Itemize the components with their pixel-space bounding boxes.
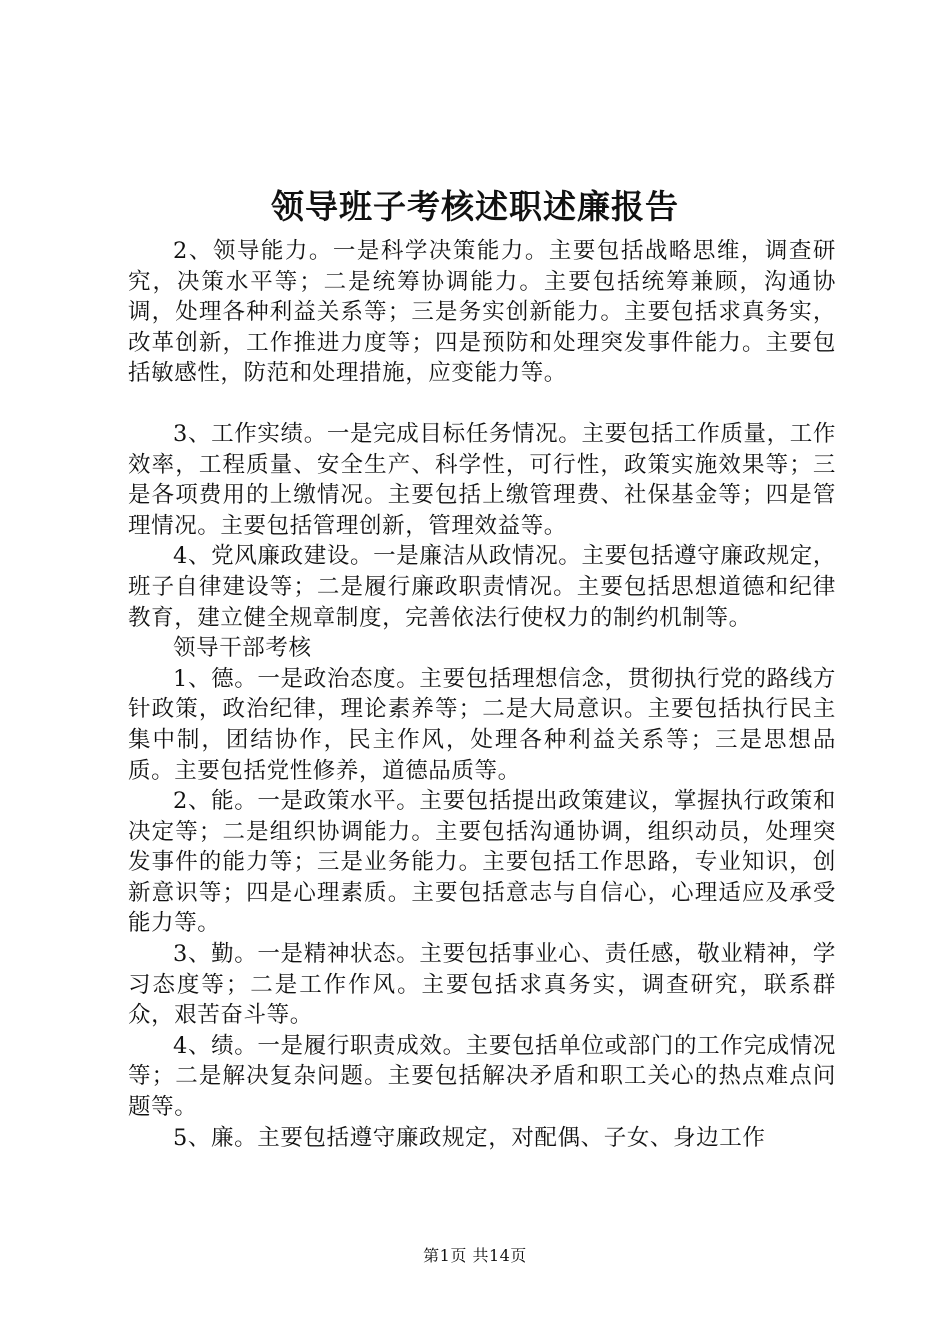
section-heading-cadre-assessment: 领导干部考核 [173,635,312,662]
document-body [128,236,836,1153]
paragraph-party-integrity: 4、党风廉政建设。一是廉洁从政情况。主要包括遵守廉政规定，班子自律建设等；二是履行廉政职责情况。主要包括思想道德和纪律教育，建立健全规章制度，完善依法行使权力的制约机制等。 [128,543,836,631]
paragraph-achievement: 4、绩。一是履行职责成效。主要包括单位或部门的工作完成情况等；二是解决复杂问题。主要包括解决矛盾和职工关心的热点难点问题等。 [128,1032,836,1121]
document-title: 领导班子考核述职述廉报告 [271,187,679,226]
paragraph-diligence: 3、勤。一是精神状态。主要包括事业心、责任感，敬业精神，学习态度等；二是工作作风。主要包括求真务实，调查研究，联系群众，艰苦奋斗等。 [128,941,836,1029]
paragraph-work-performance: 3、工作实绩。一是完成目标任务情况。主要包括工作质量，工作效率，工程质量、安全生产、科学性，可行性，政策实施效果等；三是各项费用的上缴情况。主要包括上缴管理费、社保基金等；四是管理情况。主要包括管理创新，管理效益等。 [128,420,836,539]
page-number-footer: 第1页 共14页 [423,1246,527,1265]
paragraph-integrity: 5、廉。主要包括遵守廉政规定，对配偶、子女、身边工作 [173,1124,766,1151]
paragraph-ability: 2、能。一是政策水平。主要包括提出政策建议，掌握执行政策和决定等；二是组织协调能力。主要包括沟通协调，组织动员，处理突发事件的能力等；三是业务能力。主要包括工作思路，专业知识，创新意识等；四是心理素质。主要包括意志与自信心，心理适应及承受能力等。 [128,788,836,937]
paragraph-leadership-ability: 2、领导能力。一是科学决策能力。主要包括战略思维，调查研究，决策水平等；二是统筹协调能力。主要包括统筹兼顾，沟通协调，处理各种利益关系等；三是务实创新能力。主要包括求真务实，改革创新，工作推进力度等；四是预防和处理突发事件能力。主要包括敏感性，防范和处理措施，应变能力等。 [128,238,836,387]
paragraph-morality: 1、德。一是政治态度。主要包括理想信念，贯彻执行党的路线方针政策，政治纪律，理论素养等；二是大局意识。主要包括执行民主集中制，团结协作，民主作风，处理各种利益关系等；三是思想品质。主要包括党性修养，道德品质等。 [128,665,836,784]
